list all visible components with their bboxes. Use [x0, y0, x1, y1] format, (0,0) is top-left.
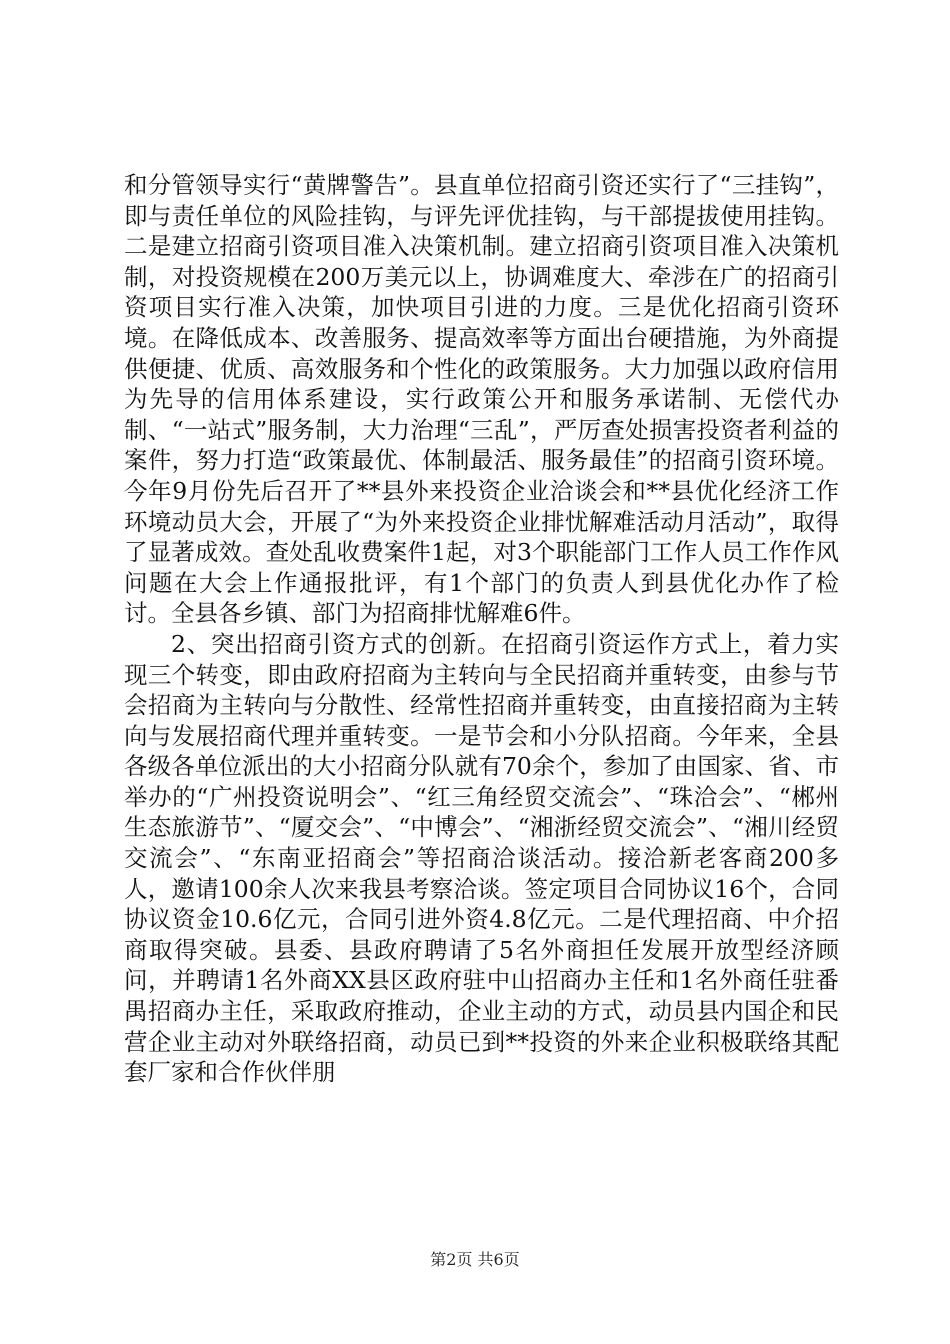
page-footer [0, 1247, 950, 1270]
paragraph-2: 2、突出招商引资方式的创新。在招商引资运作方式上，着力实现三个转变，即由政府招商为主转向与全民招商并重转变，由参与节会招商为主转向与分散性、经常性招商并重转变，由直接招商为主转向与发展招商代理并重转变。一是节会和小分队招商。今年来，全县各级各单位派出的大小招商分队就有70余个，参加了由国家、省、市举办的“广州投资说明会”、“红三角经贸交流会”、“珠洽会”、“郴州生态旅游节”、“厦交会”、“中博会”、“湘浙经贸交流会”、“湘川经贸交流会”、“东南亚招商会”等招商洽谈活动。接洽新老客商200多人，邀请100余人次来我县考察洽谈。签定项目合同协议16个，合同协议资金10.6亿元，合同引进外资4.8亿元。二是代理招商、中介招商取得突破。县委、县政府聘请了5名外商担任发展开放型经济顾问，并聘请1名外商XX县区政府驻中山招商办主任和1名外商任驻番禺招商办主任，采取政府推动，企业主动的方式，动员县内国企和民营企业主动对外联络招商，动员已到**投资的外来企业积极联络其配套厂家和合作伙伴朋 [124, 629, 839, 1087]
document-body [124, 170, 839, 1088]
paragraph-1: 和分管领导实行“黄牌警告”。县直单位招商引资还实行了“三挂钩”，即与责任单位的风险挂钩，与评先评优挂钩，与干部提拔使用挂钩。二是建立招商引资项目准入决策机制。建立招商引资项目准入决策机制，对投资规模在200万美元以上，协调难度大、牵涉在广的招商引资项目实行准入决策，加快项目引进的力度。三是优化招商引资环境。在降低成本、改善服务、提高效率等方面出台硬措施，为外商提供便捷、优质、高效服务和个性化的政策服务。大力加强以政府信用为先导的信用体系建设，实行政策公开和服务承诺制、无偿代办制、“一站式”服务制，大力治理“三乱”，严厉查处损害投资者利益的案件，努力打造“政策最优、体制最活、服务最佳”的招商引资环境。今年9月份先后召开了**县外来投资企业洽谈会和**县优化经济工作环境动员大会，开展了“为外来投资企业排忧解难活动月活动”，取得了显著成效。查处乱收费案件1起，对3个职能部门工作人员工作作风问题在大会上作通报批评，有1个部门的负责人到县优化办作了检讨。全县各乡镇、部门为招商排忧解难6件。 [124, 171, 839, 628]
page-number-label: 第2页 共6页 [430, 1250, 520, 1269]
